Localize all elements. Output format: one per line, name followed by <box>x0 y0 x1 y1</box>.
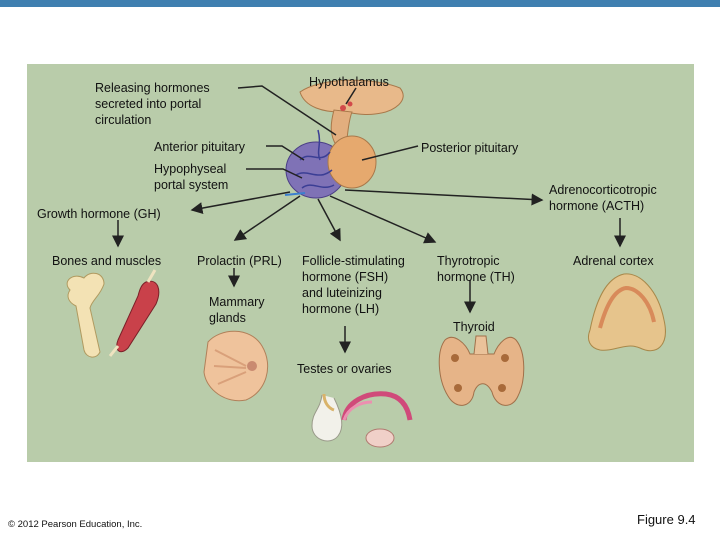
label-releasing-hormones: Releasing hormones secreted into portal circulation <box>95 81 210 127</box>
arrow-prl <box>235 196 300 240</box>
adrenal-illustration <box>588 274 665 351</box>
label-bones-muscles: Bones and muscles <box>52 254 162 268</box>
arrow-fsh-lh <box>318 199 340 240</box>
label-anterior-pituitary: Anterior pituitary <box>154 140 246 154</box>
arrow-gh <box>192 192 290 210</box>
label-fsh-lh: Follicle-stimulating hormone (FSH) and luteinizing hormone (LH) <box>302 254 405 316</box>
label-mammary-glands: Mammary glands <box>209 295 265 325</box>
muscle-illustration <box>110 270 159 356</box>
pituitary-illustration <box>285 80 403 198</box>
thyroid-illustration <box>439 336 524 405</box>
label-portal-system: Hypophyseal portal system <box>154 162 229 192</box>
label-thyroid: Thyroid <box>453 320 495 334</box>
label-hypothalamus: Hypothalamus <box>309 75 389 89</box>
label-testes-ovaries: Testes or ovaries <box>297 362 392 376</box>
gonads-illustration <box>312 394 410 447</box>
label-posterior-pituitary: Posterior pituitary <box>421 141 519 155</box>
copyright-notice: © 2012 Pearson Education, Inc. <box>8 519 143 530</box>
mammary-illustration <box>204 331 268 400</box>
bone-illustration <box>67 273 104 357</box>
label-growth-hormone: Growth hormone (GH) <box>37 207 161 221</box>
figure-number: Figure 9.4 <box>637 512 696 527</box>
arrow-th <box>330 196 435 242</box>
label-adrenal-cortex: Adrenal cortex <box>573 254 654 268</box>
label-thyrotropic: Thyrotropic hormone (TH) <box>437 254 515 284</box>
posterior-pituitary-lobe <box>328 136 376 188</box>
label-acth: Adrenocorticotropic hormone (ACTH) <box>549 183 657 213</box>
arrow-acth <box>345 190 542 200</box>
label-prolactin: Prolactin (PRL) <box>197 254 282 268</box>
